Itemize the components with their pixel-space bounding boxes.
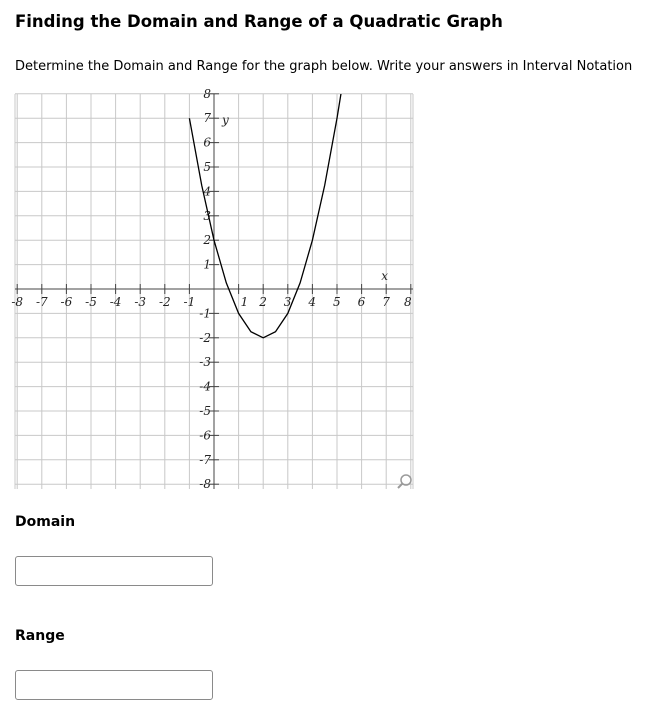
axes (15, 94, 413, 492)
x-tick-label: -1 (183, 295, 196, 309)
page-title: Finding the Domain and Range of a Quadratic Graph (15, 12, 503, 31)
y-tick-label: -8 (199, 477, 211, 492)
x-tick-label: 6 (357, 295, 366, 309)
range-label: Range (15, 628, 65, 644)
y-tick-label: 5 (203, 160, 211, 174)
y-tick-label: -3 (199, 355, 211, 370)
x-tick-label: -2 (158, 295, 171, 309)
magnifier-icon[interactable] (398, 475, 411, 488)
x-tick-label: 2 (259, 295, 267, 309)
y-tick-label: 3 (203, 208, 211, 223)
x-tick-label: -3 (134, 295, 147, 309)
x-tick-label: -5 (85, 295, 97, 309)
x-tick-label: 3 (283, 295, 292, 309)
x-tick-label: -4 (109, 295, 122, 309)
domain-label: Domain (15, 514, 76, 530)
x-axis-label: x (381, 269, 388, 283)
y-axis-label: y (222, 113, 229, 128)
range-input[interactable] (15, 670, 213, 700)
x-tick-label: 7 (382, 295, 390, 309)
y-tick-label: 7 (203, 111, 211, 126)
instructions: Determine the Domain and Range for the graph below. Write your answers in Interval Notation (15, 59, 633, 74)
x-tick-label: 4 (308, 295, 317, 309)
x-tick-label: 8 (404, 295, 412, 309)
y-tick-label: -1 (199, 306, 211, 321)
y-tick-label: 4 (203, 184, 211, 199)
x-tick-label: 1 (240, 295, 249, 309)
y-tick-label: 2 (203, 233, 211, 248)
y-tick-label: 8 (203, 86, 211, 101)
x-tick-label: -8 (11, 295, 24, 309)
domain-input[interactable] (15, 556, 213, 586)
y-tick-label: 6 (203, 135, 211, 150)
y-tick-label: 1 (203, 257, 211, 272)
y-tick-label: -7 (199, 452, 211, 467)
x-tick-label: 5 (333, 295, 341, 309)
x-tick-label: -6 (60, 295, 73, 309)
y-tick-label: -4 (199, 379, 211, 394)
y-tick-label: -5 (199, 404, 211, 418)
y-tick-label: -2 (199, 330, 211, 345)
y-tick-label: -6 (199, 428, 211, 443)
x-tick-label: -7 (35, 295, 48, 309)
